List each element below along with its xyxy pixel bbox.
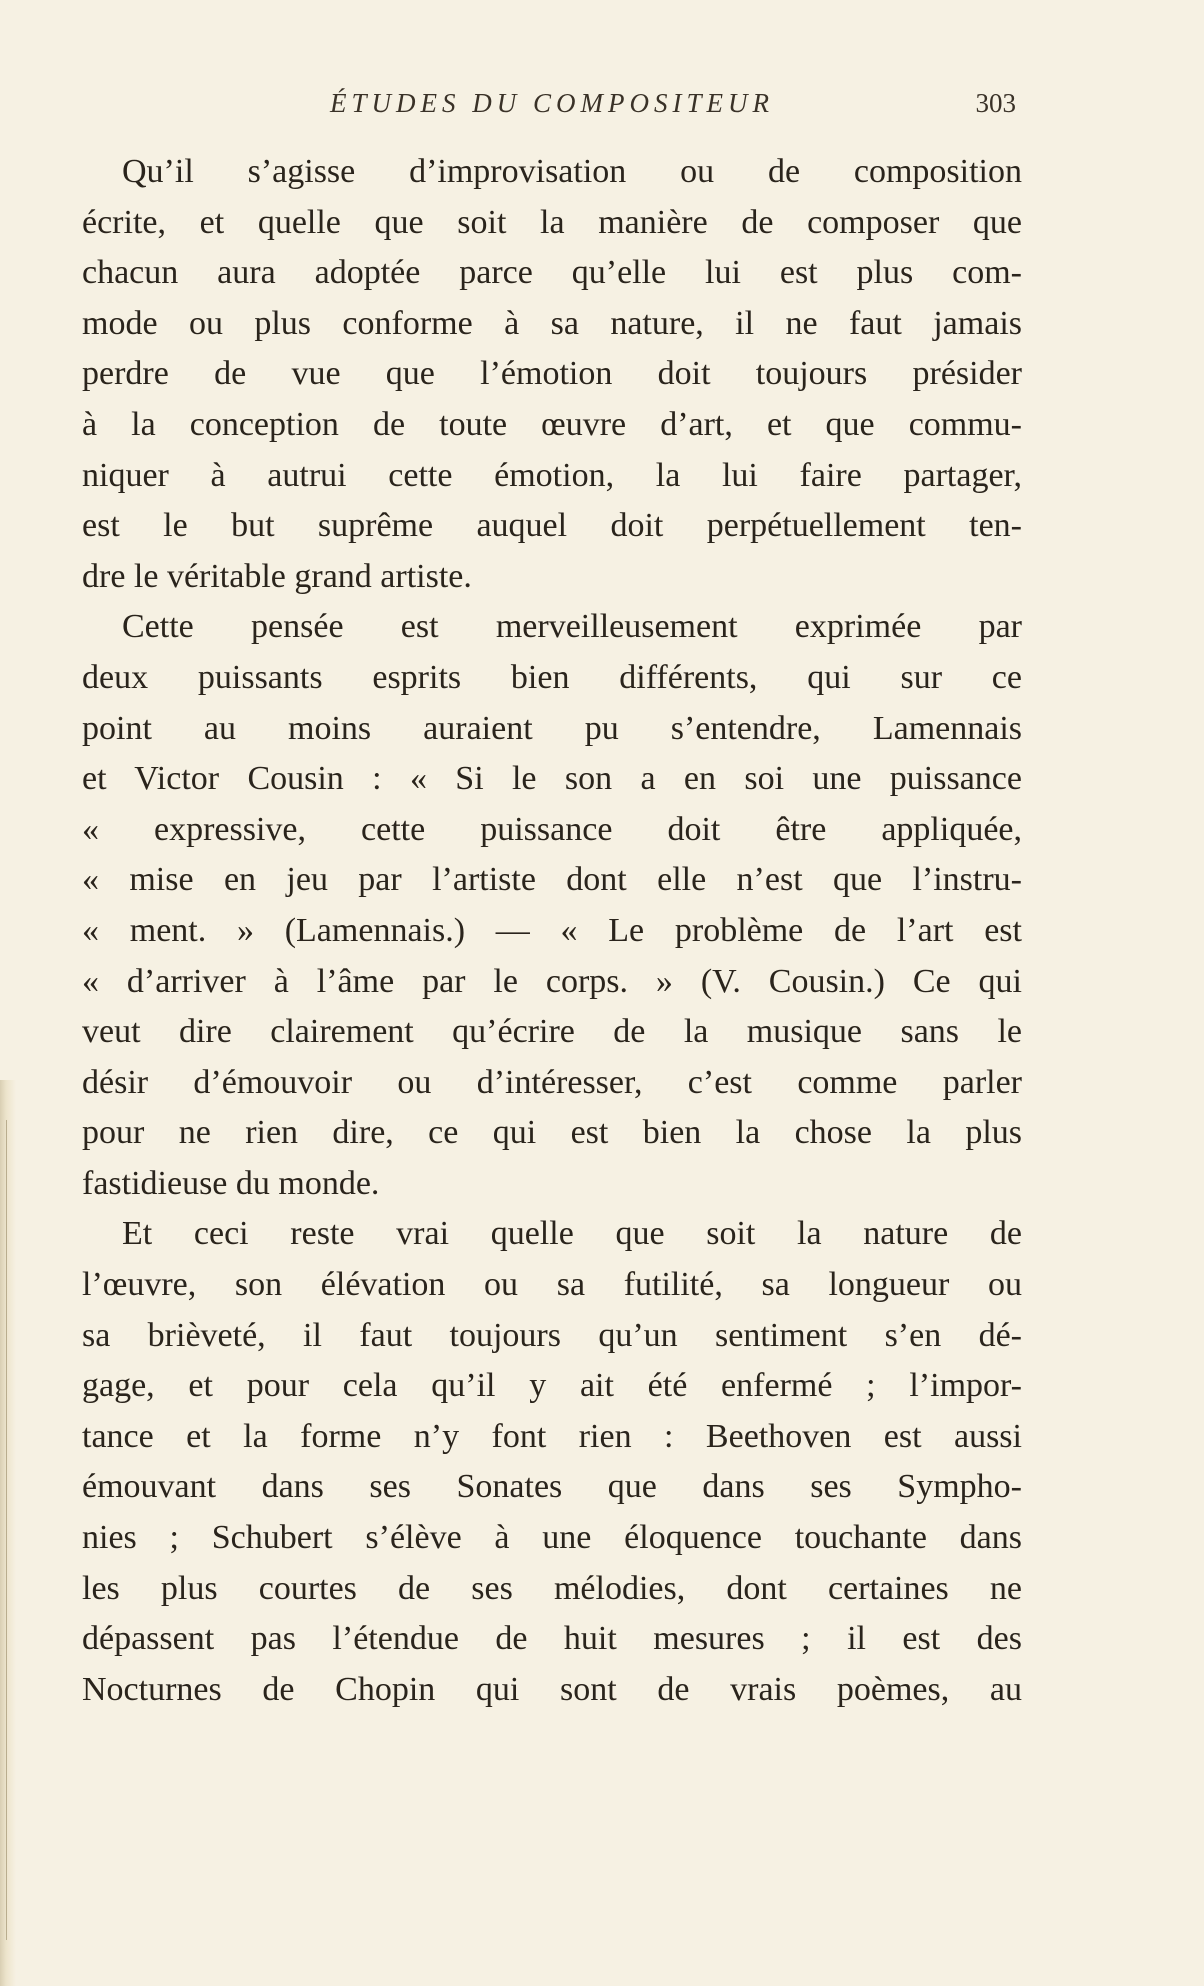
text-line: « mise en jeu par l’artiste dont elle n’est que l’instru- bbox=[82, 861, 1022, 899]
text-line: Nocturnes de Chopin qui sont de vrais poèmes, au bbox=[82, 1670, 1022, 1708]
text-line: Et ceci reste vrai quelle que soit la nature de bbox=[122, 1215, 1022, 1253]
text-line: émouvant dans ses Sonates que dans ses Sympho- bbox=[82, 1468, 1022, 1506]
paragraph bbox=[82, 147, 1022, 602]
text-line: les plus courtes de ses mélodies, dont certaines ne bbox=[82, 1569, 1022, 1607]
text-line: pour ne rien dire, ce qui est bien la chose la plus bbox=[82, 1114, 1022, 1152]
text-line: deux puissants esprits bien différents, qui sur ce bbox=[82, 658, 1022, 696]
page-number: 303 bbox=[975, 88, 1016, 118]
text-line: fastidieuse du monde. bbox=[82, 1164, 380, 1202]
text-line: dépassent pas l’étendue de huit mesures ; il est des bbox=[82, 1620, 1022, 1658]
paragraph bbox=[82, 602, 1022, 1209]
text-line: l’œuvre, son élévation ou sa futilité, sa longueur ou bbox=[82, 1266, 1022, 1304]
paragraph bbox=[82, 1209, 1022, 1715]
running-title: ÉTUDES DU COMPOSITEUR bbox=[330, 88, 774, 118]
text-line: perdre de vue que l’émotion doit toujours présider bbox=[82, 355, 1022, 393]
page-header bbox=[82, 88, 1022, 128]
text-line: nies ; Schubert s’élève à une éloquence touchante dans bbox=[82, 1519, 1022, 1557]
text-line: dre le véritable grand artiste. bbox=[82, 557, 472, 595]
text-line: désir d’émouvoir ou d’intéresser, c’est comme parler bbox=[82, 1063, 1022, 1101]
text-line: Qu’il s’agisse d’improvisation ou de composition bbox=[122, 153, 1022, 190]
text-line: est le but suprême auquel doit perpétuellement ten- bbox=[82, 507, 1022, 545]
text-line: « expressive, cette puissance doit être appliquée, bbox=[82, 810, 1022, 848]
text-line: mode ou plus conforme à sa nature, il ne faut jamais bbox=[82, 304, 1022, 342]
text-line: « ment. » (Lamennais.) — « Le problème de l’art est bbox=[82, 911, 1022, 949]
text-line: veut dire clairement qu’écrire de la musique sans le bbox=[82, 1013, 1022, 1051]
text-line: Cette pensée est merveilleusement exprimée par bbox=[122, 608, 1022, 646]
text-line: chacun aura adoptée parce qu’elle lui est plus com- bbox=[82, 254, 1022, 292]
text-line: niquer à autrui cette émotion, la lui faire partager, bbox=[82, 456, 1022, 494]
text-line: tance et la forme n’y font rien : Beethoven est aussi bbox=[82, 1417, 1022, 1455]
text-line: écrite, et quelle que soit la manière de composer que bbox=[82, 203, 1022, 241]
text-line: sa brièveté, il faut toujours qu’un sentiment s’en dé- bbox=[82, 1316, 1022, 1354]
text-line: gage, et pour cela qu’il y ait été enfermé ; l’impor- bbox=[82, 1367, 1022, 1405]
text-line: point au moins auraient pu s’entendre, Lamennais bbox=[82, 709, 1022, 747]
text-line: « d’arriver à l’âme par le corps. » (V. Cousin.) Ce qui bbox=[82, 962, 1022, 1000]
text-line: et Victor Cousin : « Si le son a en soi une puissance bbox=[82, 760, 1022, 798]
page-edge bbox=[0, 1080, 16, 1986]
body-text bbox=[82, 147, 1022, 1715]
text-line: à la conception de toute œuvre d’art, et que commu- bbox=[82, 405, 1022, 443]
